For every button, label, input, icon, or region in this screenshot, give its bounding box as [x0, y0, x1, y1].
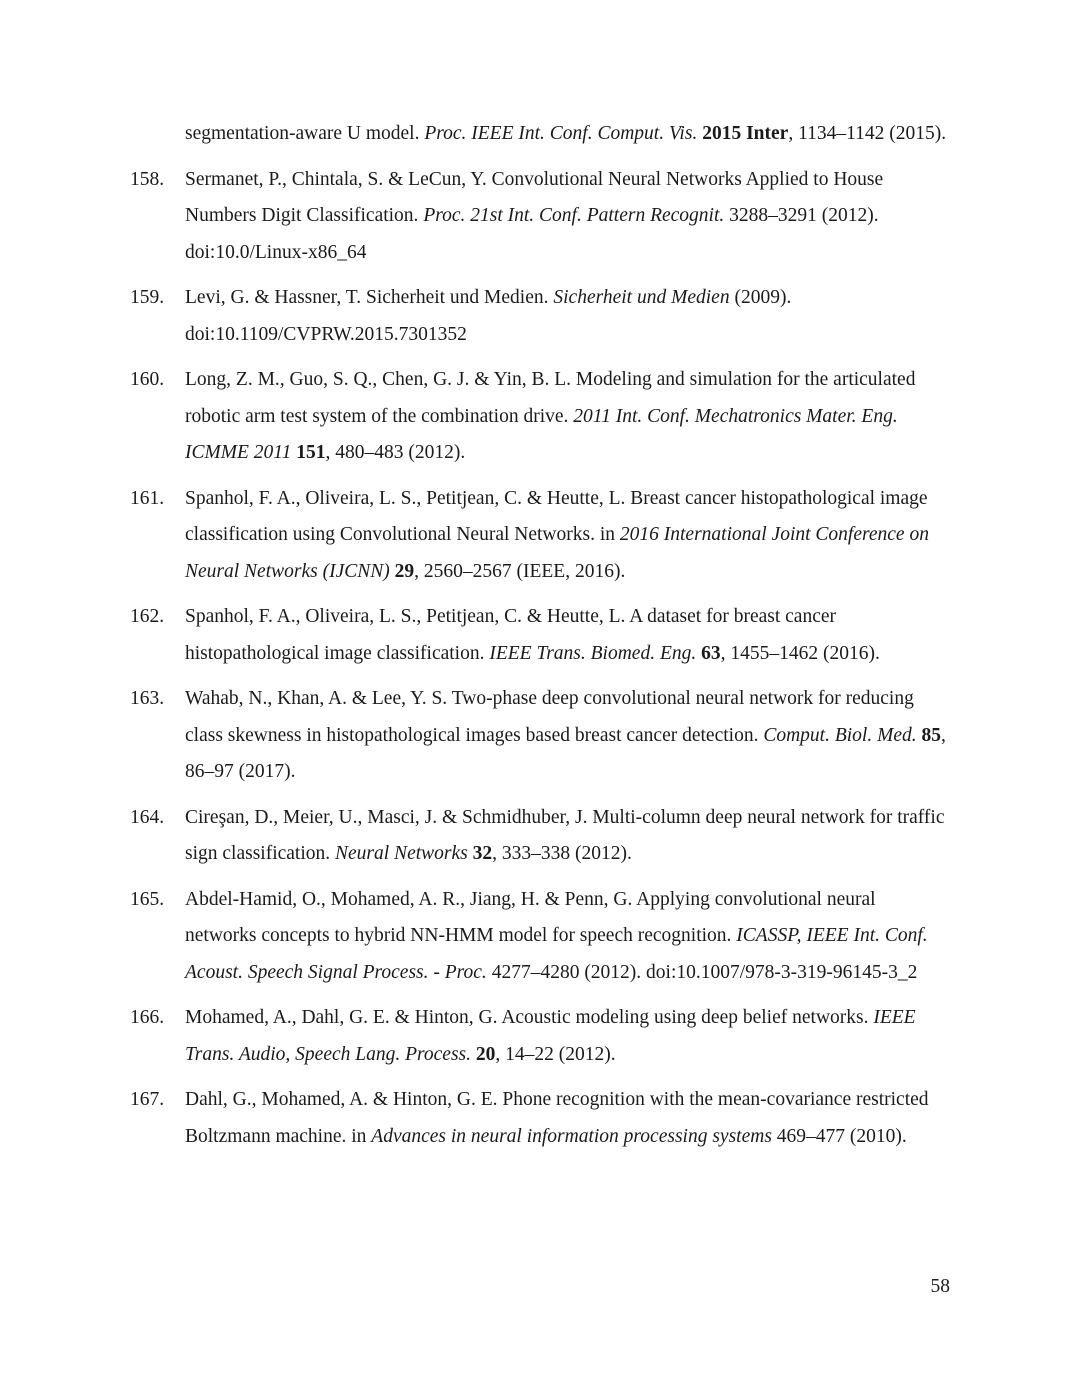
reference-number: 163. — [130, 688, 165, 709]
reference-text — [185, 116, 950, 153]
reference-text — [185, 362, 950, 472]
reference-text — [185, 599, 950, 672]
reference-number: 165. — [130, 888, 165, 910]
reference-text-segment: IEEE Trans. Biomed. Eng. — [489, 642, 697, 664]
reference-text-segment: Neural Networks — [335, 843, 468, 864]
reference-text-segment: Dahl, G., Mohamed, A. & Hinton, G. E. Phone recognition with the mean-covariance restricted Boltzmann machine. in — [185, 1089, 929, 1147]
reference-entry — [130, 882, 950, 992]
reference-text-segment: Sicherheit und Medien — [553, 287, 730, 308]
reference-text-segment: Levi, G. & Hassner, T. Sicherheit und Medien. — [185, 287, 554, 308]
reference-text-segment: Advances in neural information processing systems — [371, 1125, 772, 1147]
reference-number: 167. — [130, 1089, 165, 1110]
reference-text-segment: , 1455–1462 (2016). — [720, 642, 880, 664]
reference-text-segment: (2009). doi:10.1109/CVPRW.2015.7301352 — [185, 287, 792, 345]
reference-text — [185, 1082, 950, 1155]
reference-list — [130, 116, 950, 1155]
reference-text-segment: Cireşan, D., Meier, U., Masci, J. & Schmidhuber, J. Multi-column deep neural network for traffic sign classification. — [185, 806, 945, 864]
reference-text-segment: 151 — [296, 442, 326, 463]
reference-number: 158. — [130, 168, 165, 190]
reference-text-segment: ICASSP, IEEE Int. Conf. Acoust. Speech Signal Process. - Proc. — [185, 925, 928, 983]
reference-text-segment: 20 — [475, 1043, 496, 1065]
reference-text-segment: Proc. IEEE Int. Conf. Comput. Vis. — [424, 123, 698, 144]
reference-entry — [130, 280, 950, 353]
reference-text-segment: Wahab, N., Khan, A. & Lee, Y. S. Two-phase deep convolutional neural network for reducing class skewness in histopathological images based breast cancer detection. — [185, 688, 914, 746]
reference-text — [185, 481, 950, 591]
reference-text-segment: 85 — [921, 724, 941, 746]
reference-text-segment: 32 — [472, 843, 493, 864]
reference-entry — [130, 800, 950, 873]
reference-text-segment: 2015 Inter — [702, 123, 789, 144]
reference-entry — [130, 162, 950, 272]
reference-text-segment: 2016 International Joint Conference on Neural Networks (IJCNN) — [185, 524, 929, 582]
reference-number: 161. — [130, 487, 165, 509]
reference-text-segment: , 2560–2567 (IEEE, 2016). — [414, 560, 626, 582]
reference-text-segment: Spanhol, F. A., Oliveira, L. S., Petitjean, C. & Heutte, L. Breast cancer histopathological image classification using Convolutional Neural Networks. in — [185, 487, 928, 545]
reference-text-segment: Sermanet, P., Chintala, S. & LeCun, Y. Convolutional Neural Networks Applied to House Numbers Digit Classification. — [185, 168, 884, 226]
reference-text-segment: 469–477 (2010). — [771, 1125, 907, 1147]
reference-number: 162. — [130, 606, 165, 627]
reference-text — [185, 882, 950, 992]
reference-text-segment: Long, Z. M., Guo, S. Q., Chen, G. J. & Yin, B. L. Modeling and simulation for the articulated robotic arm test system of the combination drive. — [185, 369, 916, 427]
reference-entry — [130, 1000, 950, 1073]
reference-text-segment: IEEE Trans. Audio, Speech Lang. Process. — [185, 1007, 916, 1065]
reference-text-segment: , 14–22 (2012). — [495, 1043, 616, 1065]
reference-text-segment: , 1134–1142 (2015). — [788, 123, 947, 144]
reference-entry — [130, 481, 950, 591]
reference-entry — [130, 599, 950, 672]
reference-text-segment: 63 — [701, 642, 721, 664]
page-number: 58 — [930, 1275, 950, 1297]
reference-text-segment: 29 — [394, 560, 415, 582]
reference-entry — [130, 362, 950, 472]
reference-text-segment: Mohamed, A., Dahl, G. E. & Hinton, G. Acoustic modeling using deep belief networks. — [185, 1007, 874, 1028]
reference-text-segment: Spanhol, F. A., Oliveira, L. S., Petitjean, C. & Heutte, L. A dataset for breast cancer histopathological image classification. — [185, 606, 837, 664]
reference-number: 159. — [130, 287, 165, 308]
reference-text-segment: 2011 Int. Conf. Mechatronics Mater. Eng. ICMME 2011 — [185, 405, 898, 463]
reference-text-segment: segmentation-aware U model. — [185, 123, 425, 144]
reference-number: 166. — [130, 1007, 165, 1028]
reference-text-segment: , 333–338 (2012). — [492, 843, 632, 864]
reference-entry — [130, 1082, 950, 1155]
reference-text-segment: 4277–4280 (2012). doi:10.1007/978-3-319-96145-3_2 — [486, 961, 918, 983]
reference-number: 164. — [130, 806, 165, 828]
reference-text — [185, 800, 950, 873]
reference-text — [185, 280, 950, 353]
reference-text-segment: 3288–3291 (2012). doi:10.0/Linux-x86_64 — [185, 205, 879, 263]
reference-text — [185, 1000, 950, 1073]
reference-text-segment: Comput. Biol. Med. — [763, 724, 917, 746]
reference-entry — [130, 681, 950, 791]
reference-text — [185, 681, 950, 791]
reference-text-segment: Proc. 21st Int. Conf. Pattern Recognit. — [423, 205, 725, 226]
reference-text-segment: Abdel-Hamid, O., Mohamed, A. R., Jiang, H. & Penn, G. Applying convolutional neural networks concepts to hybrid NN-HMM model for speech recognition. — [185, 888, 876, 946]
reference-text-segment: , 480–483 (2012). — [325, 442, 466, 463]
reference-text-segment: , 86–97 (2017). — [185, 724, 946, 782]
reference-entry — [130, 116, 950, 153]
reference-number: 160. — [130, 369, 165, 390]
reference-text — [185, 162, 950, 272]
